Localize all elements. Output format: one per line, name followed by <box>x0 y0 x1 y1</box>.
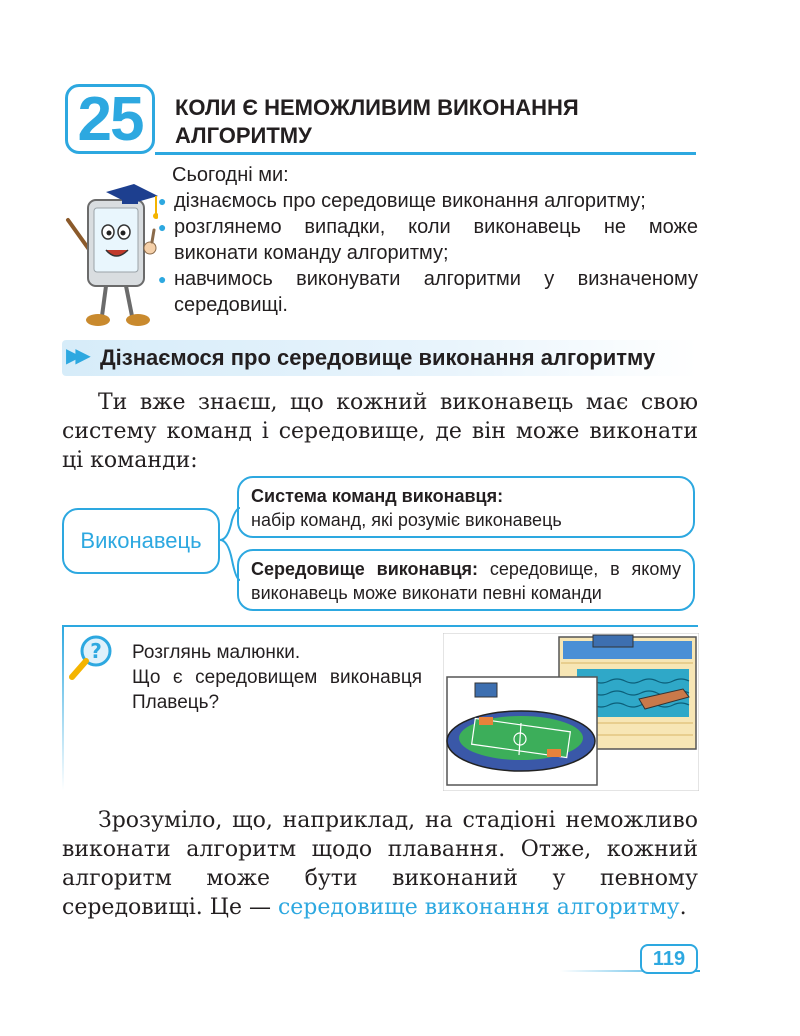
command-system-box <box>237 476 695 538</box>
title-divider <box>155 152 696 155</box>
command-system-term: Система команд виконавця: <box>251 486 504 506</box>
svg-text:?: ? <box>90 639 102 663</box>
task-question: Що є середовищем виконавця Плавець? <box>132 667 422 713</box>
goal-text: дізнаємось про середовище виконання алгоритму; <box>174 190 646 212</box>
conclusion-text: Зрозуміло, що, наприклад, на стадіоні неможливо виконати алгоритм щодо плавання. Отже, кожний алгоритм може бути виконаний у певному середовищі. Це — <box>62 808 698 920</box>
task-divider <box>62 625 698 627</box>
bullet-icon: ● <box>158 271 167 287</box>
environment-term: Середовище виконавця: <box>251 559 479 579</box>
lesson-title: КОЛИ Є НЕМОЖЛИВИМ ВИКОНАННЯ АЛГОРИТМУ <box>175 95 579 148</box>
lesson-number <box>65 84 155 154</box>
pool-stadium-illustration <box>443 633 699 791</box>
environment-definition: середовище, в якому виконавець може виконати певні команди <box>251 559 681 603</box>
task-text <box>132 640 422 715</box>
page-number <box>640 944 698 974</box>
goal-item <box>158 266 698 318</box>
intro-heading: Сьогодні ми: <box>172 164 289 186</box>
mascot-illustration <box>62 170 158 330</box>
task-line: Розглянь малюнки. <box>132 642 301 663</box>
command-system-definition: набір команд, які розуміє виконавець <box>251 510 562 530</box>
goal-text: розглянемо випадки, коли виконавець не може виконати команду алгоритму; <box>174 216 698 264</box>
conclusion-paragraph <box>62 806 698 922</box>
intro-paragraph: Ти вже знаєш, що кожний виконавець має свою систему команд і середовище, де він може виконати ці команди: <box>62 390 698 473</box>
performer-label: Виконавець <box>80 528 202 553</box>
goals-list <box>158 188 698 318</box>
key-term: середовище виконання алгоритму <box>277 895 680 920</box>
bullet-icon: ● <box>158 193 167 209</box>
task-side-line <box>62 625 64 790</box>
page-number-text: 119 <box>652 947 686 970</box>
performer-box <box>62 508 220 574</box>
lesson-number-text: 25 <box>77 84 143 154</box>
magnifier-icon <box>66 633 116 681</box>
goal-text: навчимось виконувати алгоритми у визначеному середовищі. <box>174 268 698 316</box>
double-arrow-icon: ▶▶ <box>66 345 85 367</box>
goal-item <box>158 214 698 266</box>
section-title: Дізнаємося про середовище виконання алгоритму <box>100 345 656 370</box>
environment-box <box>237 549 695 611</box>
bullet-icon: ● <box>158 219 167 235</box>
goal-item <box>158 188 698 214</box>
conclusion-end: . <box>679 895 687 920</box>
